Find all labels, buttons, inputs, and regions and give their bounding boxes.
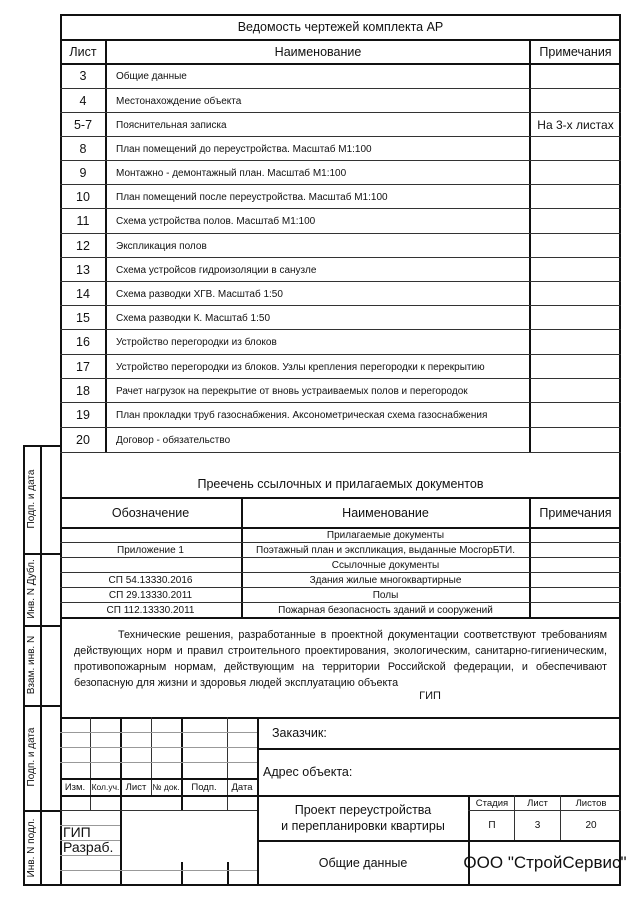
header-sheet: Лист — [69, 45, 97, 59]
rev-header-docnum: № док. — [152, 782, 180, 792]
row-sheet: 15 — [76, 311, 90, 325]
row-name: Устройство перегородки из блоков — [116, 336, 277, 348]
row-sheet: 20 — [76, 433, 90, 447]
header-notes: Примечания — [539, 45, 612, 59]
ref-row-name: Поэтажный план и экспликация, выданные МосгорБТИ. — [256, 544, 515, 556]
row-sheet: 5-7 — [73, 118, 93, 132]
ref-row-designation — [60, 528, 241, 542]
row-name: Схема разводки ХГВ. Масштаб 1:50 — [116, 288, 283, 300]
sheet-title: Общие данные — [318, 856, 408, 870]
ref-header-name: Наименование — [342, 505, 429, 520]
row-sheet: 10 — [76, 190, 90, 204]
drawings-list-title: Ведомость чертежей комплекта АР — [237, 20, 444, 34]
row-name: План помещений до переустройства. Масштаб М1:100 — [116, 143, 372, 155]
row-name: Экспликация полов — [116, 240, 207, 252]
ref-row-designation: Приложение 1 — [117, 544, 184, 556]
ref-row-name: Прилагаемые документы — [326, 529, 445, 541]
row-notes — [530, 306, 621, 330]
ref-row-name: Ссылочные документы — [331, 559, 440, 571]
row-name: Общие данные — [116, 70, 187, 82]
ref-row-designation: СП 54.13330.2016 — [108, 574, 193, 586]
strip-divider — [40, 445, 42, 886]
row-sheet: 4 — [79, 94, 87, 108]
row-name: План помещений после переустройства. Масштаб М1:100 — [116, 191, 388, 203]
sheet-value: 3 — [534, 820, 541, 831]
rev-header-count: Кол.уч. — [91, 782, 120, 792]
row-notes — [530, 403, 621, 427]
row-name: Монтажно - демонтажный план. Масштаб М1:100 — [116, 167, 347, 179]
row-notes — [530, 379, 621, 403]
strip-label-sign-date-1: Подп. и дата — [26, 469, 37, 529]
address-label: Адрес объекта: — [263, 765, 353, 779]
rev-header-sheet: Лист — [125, 781, 147, 793]
ref-row-name: Пожарная безопасность зданий и сооружений — [278, 604, 493, 616]
row-notes — [530, 137, 621, 161]
row-notes — [530, 185, 621, 209]
project-title-line-2: и перепланировки квартиры — [281, 819, 445, 833]
compliance-statement: Технические решения, разработанные в проектной документации соответствуют требованиям действующих норм и правил строительного проектирования, экологическим, санитарно-гигиеническим, противопожарным нормам, действующим на территории Российской федерации, и обеспечивают безопасную для жизни и здоровья людей эксплуатацию объекта — [74, 629, 607, 689]
stage-header: Стадия — [475, 797, 509, 809]
ref-header-notes: Примечания — [539, 505, 612, 520]
row-notes — [530, 89, 621, 113]
customer-label: Заказчик: — [272, 726, 327, 740]
strip-label-original-inv: Инв. N подл. — [26, 818, 37, 878]
references-title: Преечень ссылочных и прилагаемых документов — [197, 476, 484, 491]
ref-row-designation — [60, 558, 241, 572]
ref-row-name: Здания жилые многоквартирные — [309, 574, 462, 586]
row-name: Устройство перегородки из блоков. Узлы крепления перегородки к перекрытию — [116, 361, 485, 373]
rev-header-date: Дата — [231, 781, 253, 793]
row-name: Пояснительная записка — [116, 119, 227, 131]
sheets-header: Листов — [575, 797, 607, 809]
row-notes — [530, 428, 621, 452]
row-sheet: 14 — [76, 287, 90, 301]
strip-label-duplicate-inv: Инв. N Дубл. — [26, 559, 37, 619]
stage-value: П — [488, 820, 496, 831]
row-sheet: 9 — [79, 166, 87, 180]
row-name: Договор - обязательство — [116, 434, 231, 446]
ref-header-designation: Обозначение — [111, 505, 190, 520]
row-name: Схема разводки К. Масштаб 1:50 — [116, 312, 271, 324]
row-name: Местонахождение объекта — [116, 95, 242, 107]
row-sheet: 8 — [79, 142, 87, 156]
row-notes — [530, 234, 621, 258]
project-title — [257, 796, 469, 840]
row-sheet: 13 — [76, 263, 90, 277]
row-sheet: 11 — [76, 214, 90, 228]
row-notes: На 3-х листах — [537, 118, 614, 132]
row-notes — [530, 64, 621, 88]
row-sheet: 18 — [76, 384, 90, 398]
row-sheet: 3 — [79, 69, 87, 83]
ref-row-designation: СП 29.13330.2011 — [108, 589, 193, 601]
row-sheet: 16 — [76, 335, 90, 349]
project-title-line-1: Проект переустройства — [294, 803, 432, 817]
row-name: Схема устройсов гидроизоляции в санузле — [116, 264, 317, 276]
row-notes — [530, 209, 621, 233]
row-sheet: 19 — [76, 408, 90, 422]
column-line — [529, 498, 531, 618]
strip-label-replacement-inv: Взам. инв. N — [26, 635, 37, 695]
row-notes — [530, 355, 621, 379]
sheet-header: Лист — [527, 797, 548, 809]
role-developer: Разраб. — [63, 838, 114, 855]
row-name: План прокладки труб газоснабжения. Аксонометрическая схема газоснабжения — [116, 409, 488, 421]
ref-row-name: Полы — [372, 589, 399, 601]
header-name: Наименование — [274, 45, 362, 59]
row-name: Рачет нагрузок на перекрытие от вновь устраиваемых полов и перегородок — [116, 385, 468, 397]
row-notes — [530, 161, 621, 185]
rev-header-change: Изм. — [64, 781, 86, 793]
row-name: Схема устройства полов. Масштаб М1:100 — [116, 215, 316, 227]
role-chief-engineer: ГИП — [63, 823, 91, 840]
strip-label-sign-date-2: Подп. и дата — [26, 727, 37, 787]
row-notes — [530, 330, 621, 354]
ref-row-designation: СП 112.13330.2011 — [106, 604, 195, 616]
rev-header-signature: Подп. — [191, 781, 217, 793]
company-name: ООО "СтройСервис" — [463, 853, 627, 872]
row-sheet: 12 — [76, 239, 90, 253]
row-notes — [530, 258, 621, 282]
row-sheet: 17 — [76, 360, 90, 374]
sheets-value: 20 — [585, 820, 597, 831]
statement-signature-label: ГИП — [419, 690, 441, 702]
row-notes — [530, 282, 621, 306]
